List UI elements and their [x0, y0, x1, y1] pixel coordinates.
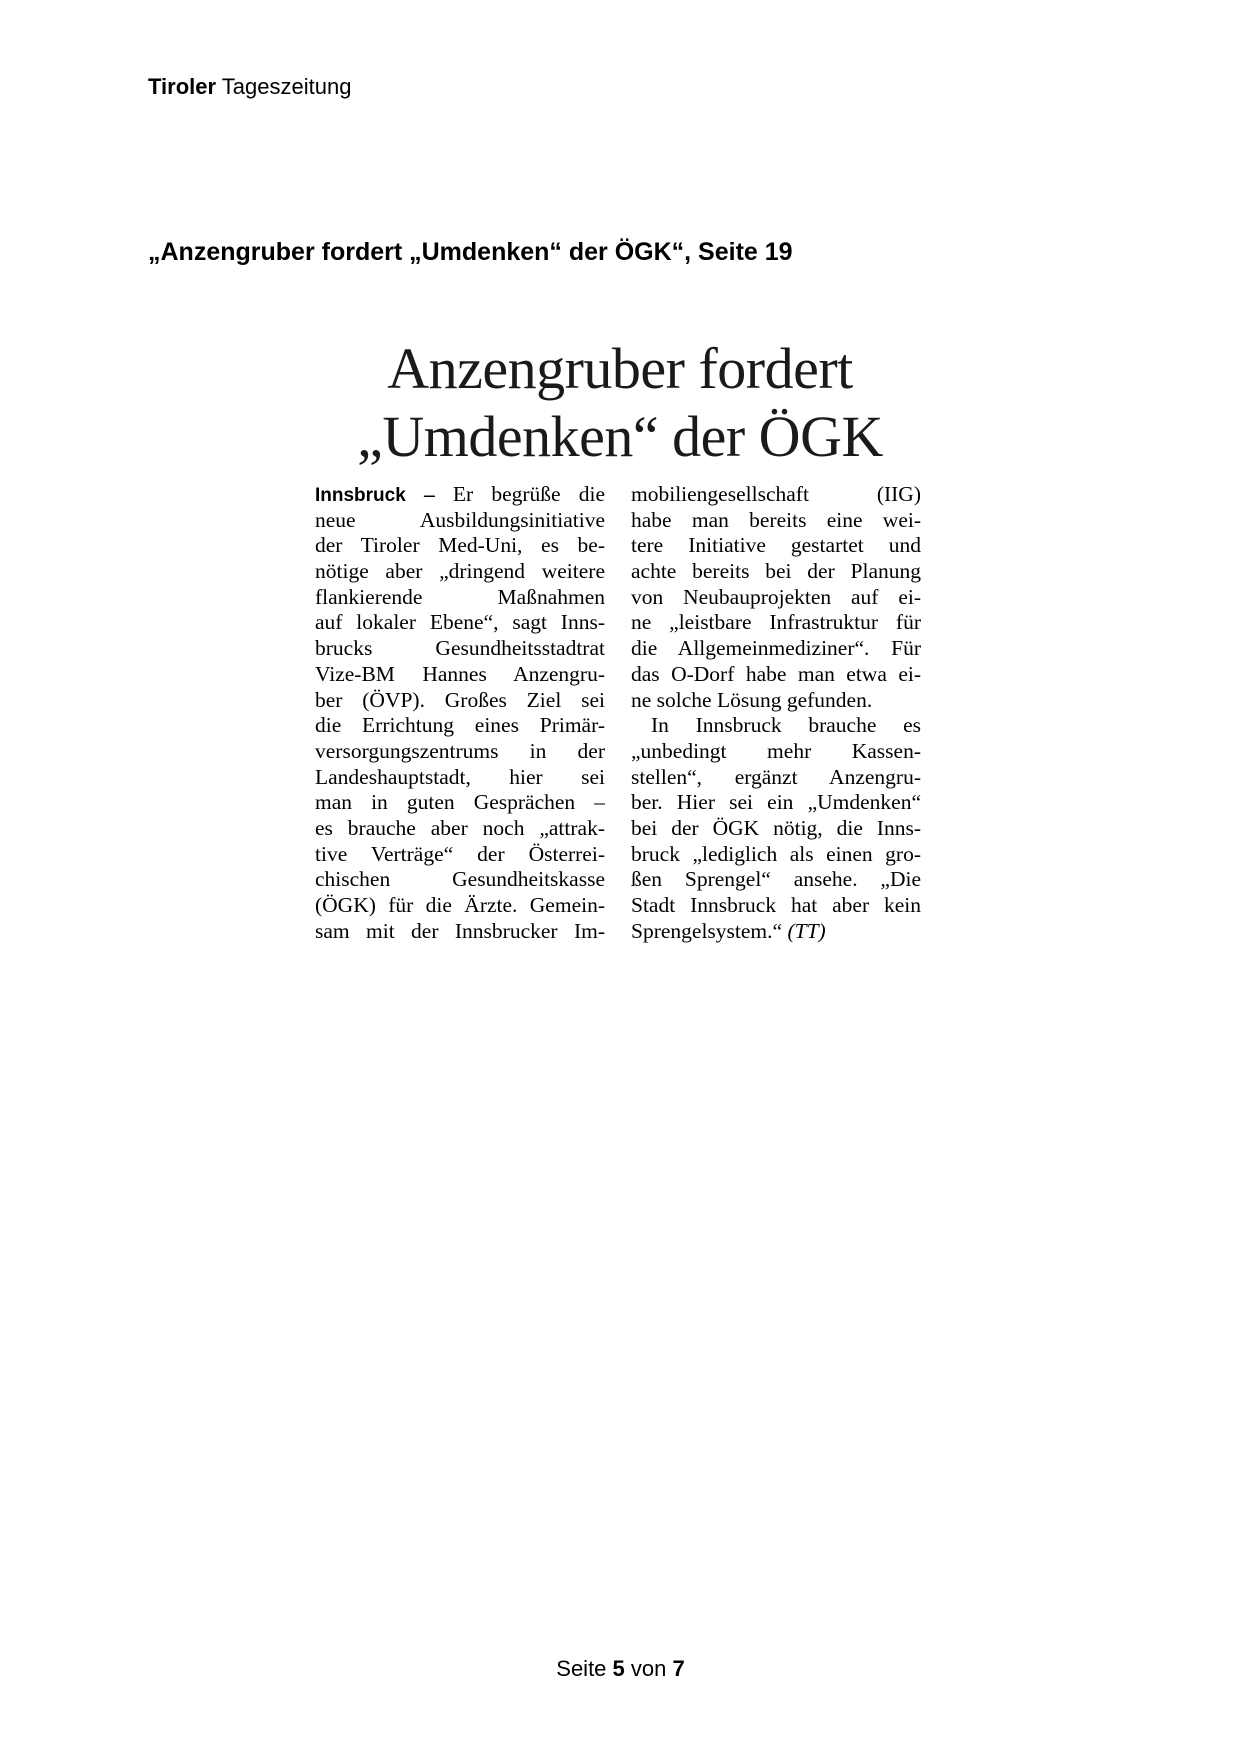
- text-line: flankierende Maßnahmen: [315, 584, 605, 609]
- text-line: die Errichtung eines Primär-: [315, 713, 605, 738]
- text-line: sam mit der Innsbrucker Im-: [315, 918, 605, 943]
- text-line: auf lokaler Ebene“, sagt Inns-: [315, 610, 605, 635]
- document-title: „Anzengruber fordert „Umdenken“ der ÖGK“, Seite 19: [148, 238, 793, 266]
- text-line: von Neubauprojekten auf ei-: [631, 584, 921, 609]
- text-line: ber. Hier sei ein „Umdenken“: [631, 790, 921, 815]
- publication-name-rest: Tageszeitung: [216, 74, 352, 99]
- text-line: chischen Gesundheitskasse: [315, 867, 605, 892]
- text-line: tive Verträge“ der Österrei-: [315, 841, 605, 866]
- text-line: ßen Sprengel“ ansehe. „Die: [631, 867, 921, 892]
- total-pages: 7: [672, 1656, 685, 1681]
- text-line: tere Initiative gestartet und: [631, 533, 921, 558]
- text-line: Vize-BM Hannes Anzengru-: [315, 661, 605, 686]
- text-line: [315, 482, 605, 508]
- text-line-content: Sprengelsystem.“: [631, 918, 783, 943]
- newspaper-clipping: [310, 335, 930, 955]
- publication-header: [148, 74, 351, 100]
- text-line: neue Ausbildungsinitiative: [315, 507, 605, 532]
- text-line: mobiliengesellschaft (IIG): [631, 482, 921, 506]
- page-number: [0, 1656, 1241, 1682]
- text-line: (ÖGK) für die Ärzte. Gemein-: [315, 893, 605, 917]
- headline-line-1: Anzengruber fordert: [387, 336, 853, 401]
- text-line: brucks Gesundheitsstadtrat: [315, 636, 605, 661]
- headline-line-2: „Umdenken“ der ÖGK: [357, 404, 883, 469]
- text-line: ne „leistbare Infrastruktur für: [631, 610, 921, 635]
- text-line: man in guten Gesprächen –: [315, 790, 605, 815]
- text-line: In Innsbruck brauche es: [651, 713, 921, 738]
- article-column-left: [315, 482, 605, 944]
- text-line: versorgungszentrums in der: [315, 738, 605, 763]
- text-line: ber (ÖVP). Großes Ziel sei: [315, 687, 605, 712]
- text-line: habe man bereits eine wei-: [631, 507, 921, 532]
- text-line: stellen“, ergänzt Anzengru-: [631, 764, 921, 789]
- page-label-middle: von: [624, 1656, 673, 1681]
- text-line: das O-Dorf habe man etwa ei-: [631, 661, 921, 686]
- current-page: 5: [612, 1656, 625, 1681]
- publication-name-bold: Tiroler: [148, 74, 217, 99]
- article-body: [315, 482, 925, 952]
- text-line-content: Er begrüße die: [452, 482, 605, 506]
- article-headline: [310, 335, 930, 471]
- dateline-dash: –: [405, 482, 453, 506]
- byline: (TT): [787, 918, 826, 943]
- text-line: nötige aber „dringend weitere: [315, 559, 605, 584]
- text-line: Stadt Innsbruck hat aber kein: [631, 893, 921, 917]
- article-column-right: [631, 482, 921, 944]
- text-line: bruck „lediglich als einen gro-: [631, 841, 921, 866]
- text-line: bei der ÖGK nötig, die Inns-: [631, 815, 921, 840]
- text-line: es brauche aber noch „attrak-: [315, 815, 605, 840]
- page-label-prefix: Seite: [556, 1656, 613, 1681]
- dateline: Innsbruck: [315, 485, 406, 506]
- text-line: ne solche Lösung gefunden.: [631, 687, 873, 712]
- text-line: der Tiroler Med-Uni, es be-: [315, 533, 605, 558]
- text-line: achte bereits bei der Planung: [631, 559, 921, 584]
- text-line: [631, 919, 921, 945]
- text-line: die Allgemeinmediziner“. Für: [631, 636, 921, 661]
- text-line: „unbedingt mehr Kassen-: [631, 738, 921, 763]
- text-line: Landeshauptstadt, hier sei: [315, 764, 605, 789]
